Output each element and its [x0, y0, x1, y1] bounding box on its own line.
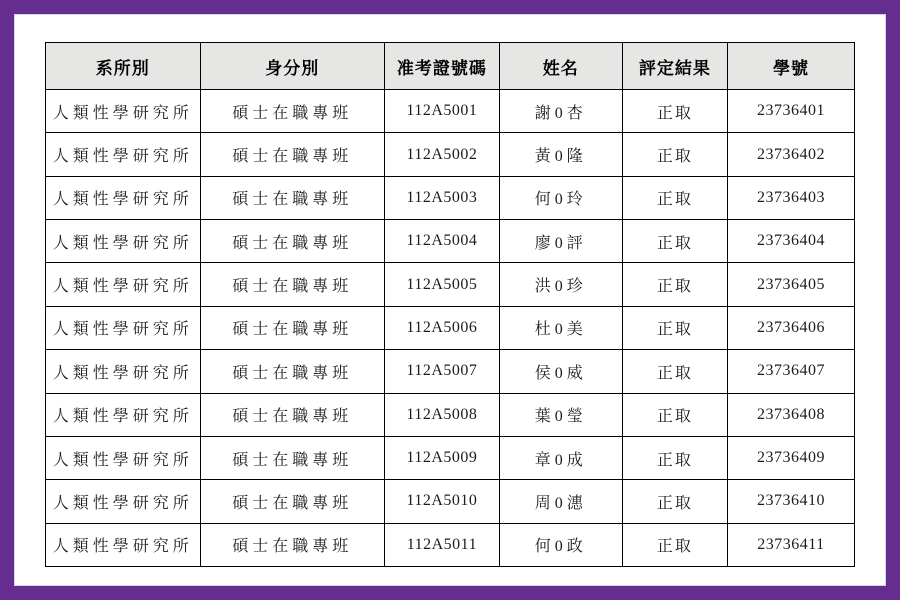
table-cell: 人類性學研究所: [46, 90, 201, 133]
table-row: [46, 350, 855, 393]
table-cell: 23736405: [727, 263, 854, 306]
table-cell: 人類性學研究所: [46, 350, 201, 393]
table-body: [46, 90, 855, 567]
column-header-3: 姓名: [499, 43, 622, 90]
table-cell: 112A5010: [384, 480, 499, 523]
table-cell: 112A5001: [384, 90, 499, 133]
table-row: [46, 176, 855, 219]
table-cell: 正取: [622, 480, 727, 523]
table-cell: 112A5011: [384, 523, 499, 566]
table-cell: 112A5004: [384, 220, 499, 263]
table-cell: 正取: [622, 306, 727, 349]
table-cell: 112A5006: [384, 306, 499, 349]
table-cell: 碩士在職專班: [200, 90, 384, 133]
table-cell: 正取: [622, 350, 727, 393]
table-cell: 23736403: [727, 176, 854, 219]
table-cell: 侯0威: [499, 350, 622, 393]
table-cell: 正取: [622, 220, 727, 263]
table-cell: 112A5009: [384, 436, 499, 479]
table-cell: 正取: [622, 263, 727, 306]
table-row: [46, 133, 855, 176]
table-cell: 碩士在職專班: [200, 523, 384, 566]
table-cell: 23736401: [727, 90, 854, 133]
table-cell: 人類性學研究所: [46, 263, 201, 306]
table-cell: 正取: [622, 523, 727, 566]
table-cell: 何0政: [499, 523, 622, 566]
column-header-2: 准考證號碼: [384, 43, 499, 90]
admission-results-table: [45, 42, 855, 567]
table-row: [46, 306, 855, 349]
table-cell: 碩士在職專班: [200, 436, 384, 479]
table-cell: 碩士在職專班: [200, 306, 384, 349]
table-cell: 碩士在職專班: [200, 176, 384, 219]
table-cell: 碩士在職專班: [200, 220, 384, 263]
table-row: [46, 263, 855, 306]
table-cell: 葉0瑩: [499, 393, 622, 436]
table-cell: 23736407: [727, 350, 854, 393]
column-header-4: 評定結果: [622, 43, 727, 90]
table-cell: 人類性學研究所: [46, 436, 201, 479]
column-header-0: 系所別: [46, 43, 201, 90]
table-cell: 人類性學研究所: [46, 523, 201, 566]
table-cell: 23736408: [727, 393, 854, 436]
table-cell: 黃0隆: [499, 133, 622, 176]
table-row: [46, 90, 855, 133]
table-cell: 112A5008: [384, 393, 499, 436]
table-cell: 人類性學研究所: [46, 306, 201, 349]
table-cell: 碩士在職專班: [200, 480, 384, 523]
table-cell: 正取: [622, 133, 727, 176]
table-row: [46, 393, 855, 436]
table-cell: 112A5003: [384, 176, 499, 219]
table-row: [46, 480, 855, 523]
table-cell: 碩士在職專班: [200, 393, 384, 436]
table-cell: 正取: [622, 176, 727, 219]
table-cell: 人類性學研究所: [46, 480, 201, 523]
table-cell: 人類性學研究所: [46, 133, 201, 176]
table-cell: 謝0杏: [499, 90, 622, 133]
table-cell: 正取: [622, 436, 727, 479]
table-cell: 正取: [622, 393, 727, 436]
table-cell: 23736404: [727, 220, 854, 263]
table-cell: 人類性學研究所: [46, 393, 201, 436]
table-cell: 正取: [622, 90, 727, 133]
header-row: [46, 43, 855, 90]
table-cell: 洪0珍: [499, 263, 622, 306]
table-cell: 112A5007: [384, 350, 499, 393]
column-header-5: 學號: [727, 43, 854, 90]
table-cell: 碩士在職專班: [200, 350, 384, 393]
table-cell: 何0玲: [499, 176, 622, 219]
table-cell: 23736410: [727, 480, 854, 523]
table-cell: 碩士在職專班: [200, 263, 384, 306]
table-header: [46, 43, 855, 90]
table-cell: 人類性學研究所: [46, 220, 201, 263]
table-cell: 人類性學研究所: [46, 176, 201, 219]
table-cell: 23736409: [727, 436, 854, 479]
table-cell: 112A5002: [384, 133, 499, 176]
table-cell: 23736406: [727, 306, 854, 349]
table-cell: 23736411: [727, 523, 854, 566]
table-cell: 廖0評: [499, 220, 622, 263]
table-cell: 周0潓: [499, 480, 622, 523]
table-row: [46, 523, 855, 566]
column-header-1: 身分別: [200, 43, 384, 90]
table-cell: 23736402: [727, 133, 854, 176]
table-row: [46, 220, 855, 263]
table-cell: 章0成: [499, 436, 622, 479]
table-cell: 碩士在職專班: [200, 133, 384, 176]
table-cell: 杜0美: [499, 306, 622, 349]
table-row: [46, 436, 855, 479]
table-cell: 112A5005: [384, 263, 499, 306]
